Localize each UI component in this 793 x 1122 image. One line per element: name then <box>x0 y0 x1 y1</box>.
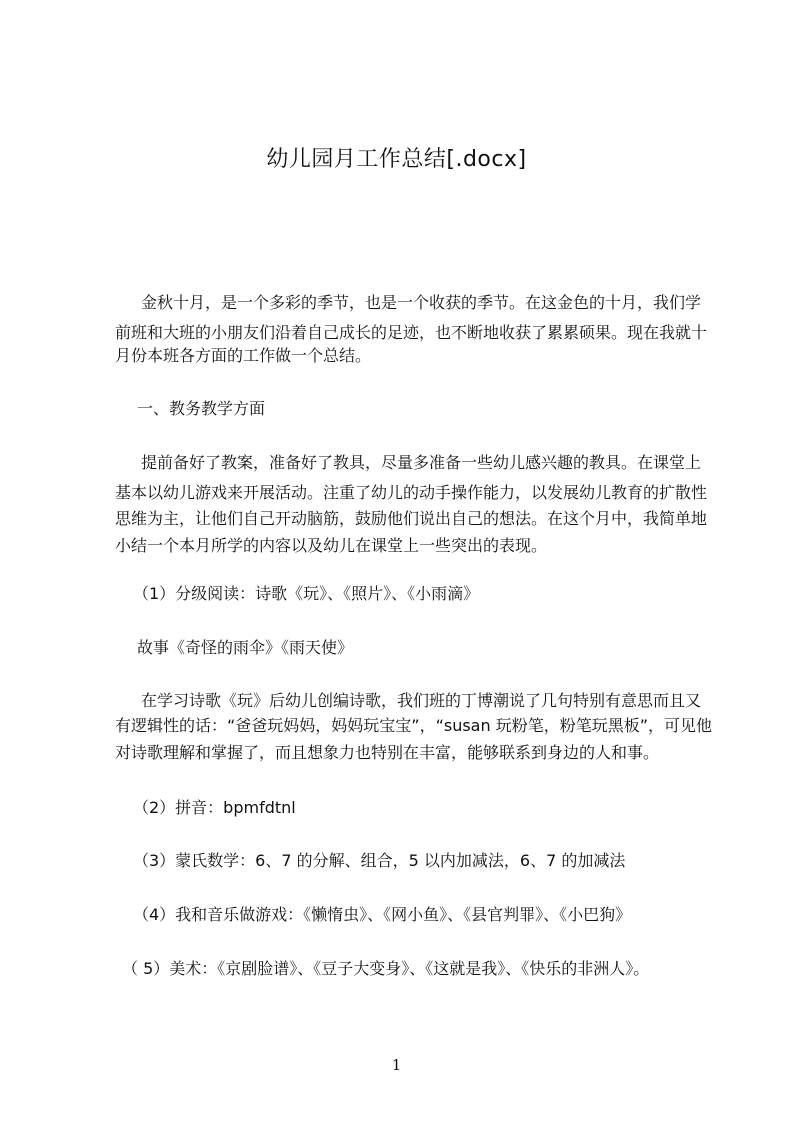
poem-para-line-1: 在学习诗歌《玩》后幼儿创编诗歌，我们班的丁博潮说了几句特别有意思而且又 <box>141 691 702 710</box>
poem-para-line-2: 有逻辑性的话：“爸爸玩妈妈，妈妈玩宝宝”，“susan 玩粉笔，粉笔玩黑板”，可见他 <box>115 716 713 735</box>
poem-para-line-3: 对诗歌理解和掌握了，而且想象力也特别在丰富，能够联系到身边的人和事。 <box>115 743 660 762</box>
intro-line-1: 金秋十月，是一个多彩的季节，也是一个收获的季节。在这金色的十月，我们学 <box>141 293 702 312</box>
section-para-line-3: 思维为主，让他们自己开动脑筋，鼓励他们说出自己的想法。在这个月中，我简单地 <box>115 509 708 528</box>
list-item-pinyin: （2）拼音：bpmfdtnl <box>133 798 296 817</box>
section-para-line-4: 小结一个本月所学的内容以及幼儿在课堂上一些突出的表现。 <box>115 536 548 555</box>
section-para-line-1: 提前备好了教案，准备好了教具，尽量多准备一些幼儿感兴趣的教具。在课堂上 <box>141 453 702 472</box>
intro-line-2: 前班和大班的小朋友们沿着自己成长的足迹，也不断地收获了累累硕果。现在我就十 <box>115 323 708 342</box>
document-title: 幼儿园月工作总结[.docx] <box>266 147 527 172</box>
page-number: 1 <box>391 1056 402 1074</box>
section-para-line-2: 基本以幼儿游戏来开展活动。注重了幼儿的动手操作能力，以发展幼儿教育的扩散性 <box>115 483 708 502</box>
list-item-music: （4）我和音乐做游戏：《懒惰虫》、《网小鱼》、《县官判罪》、《小巴狗》 <box>133 905 632 924</box>
list-item-art: （ 5）美术：《京剧脸谱》、《豆子大变身》、《这就是我》、《快乐的非洲人》。 <box>122 959 650 978</box>
list-item-reading: （1）分级阅读：诗歌《玩》、《照片》、《小雨滴》 <box>133 584 480 603</box>
list-item-math: （3）蒙氏数学：6、7 的分解、组合，5 以内加减法，6、7 的加减法 <box>133 851 626 870</box>
section-heading: 一、教务教学方面 <box>137 399 266 418</box>
list-item-stories: 故事《奇怪的雨伞》《雨天使》 <box>137 638 354 657</box>
intro-line-3: 月份本班各方面的工作做一个总结。 <box>115 346 372 365</box>
